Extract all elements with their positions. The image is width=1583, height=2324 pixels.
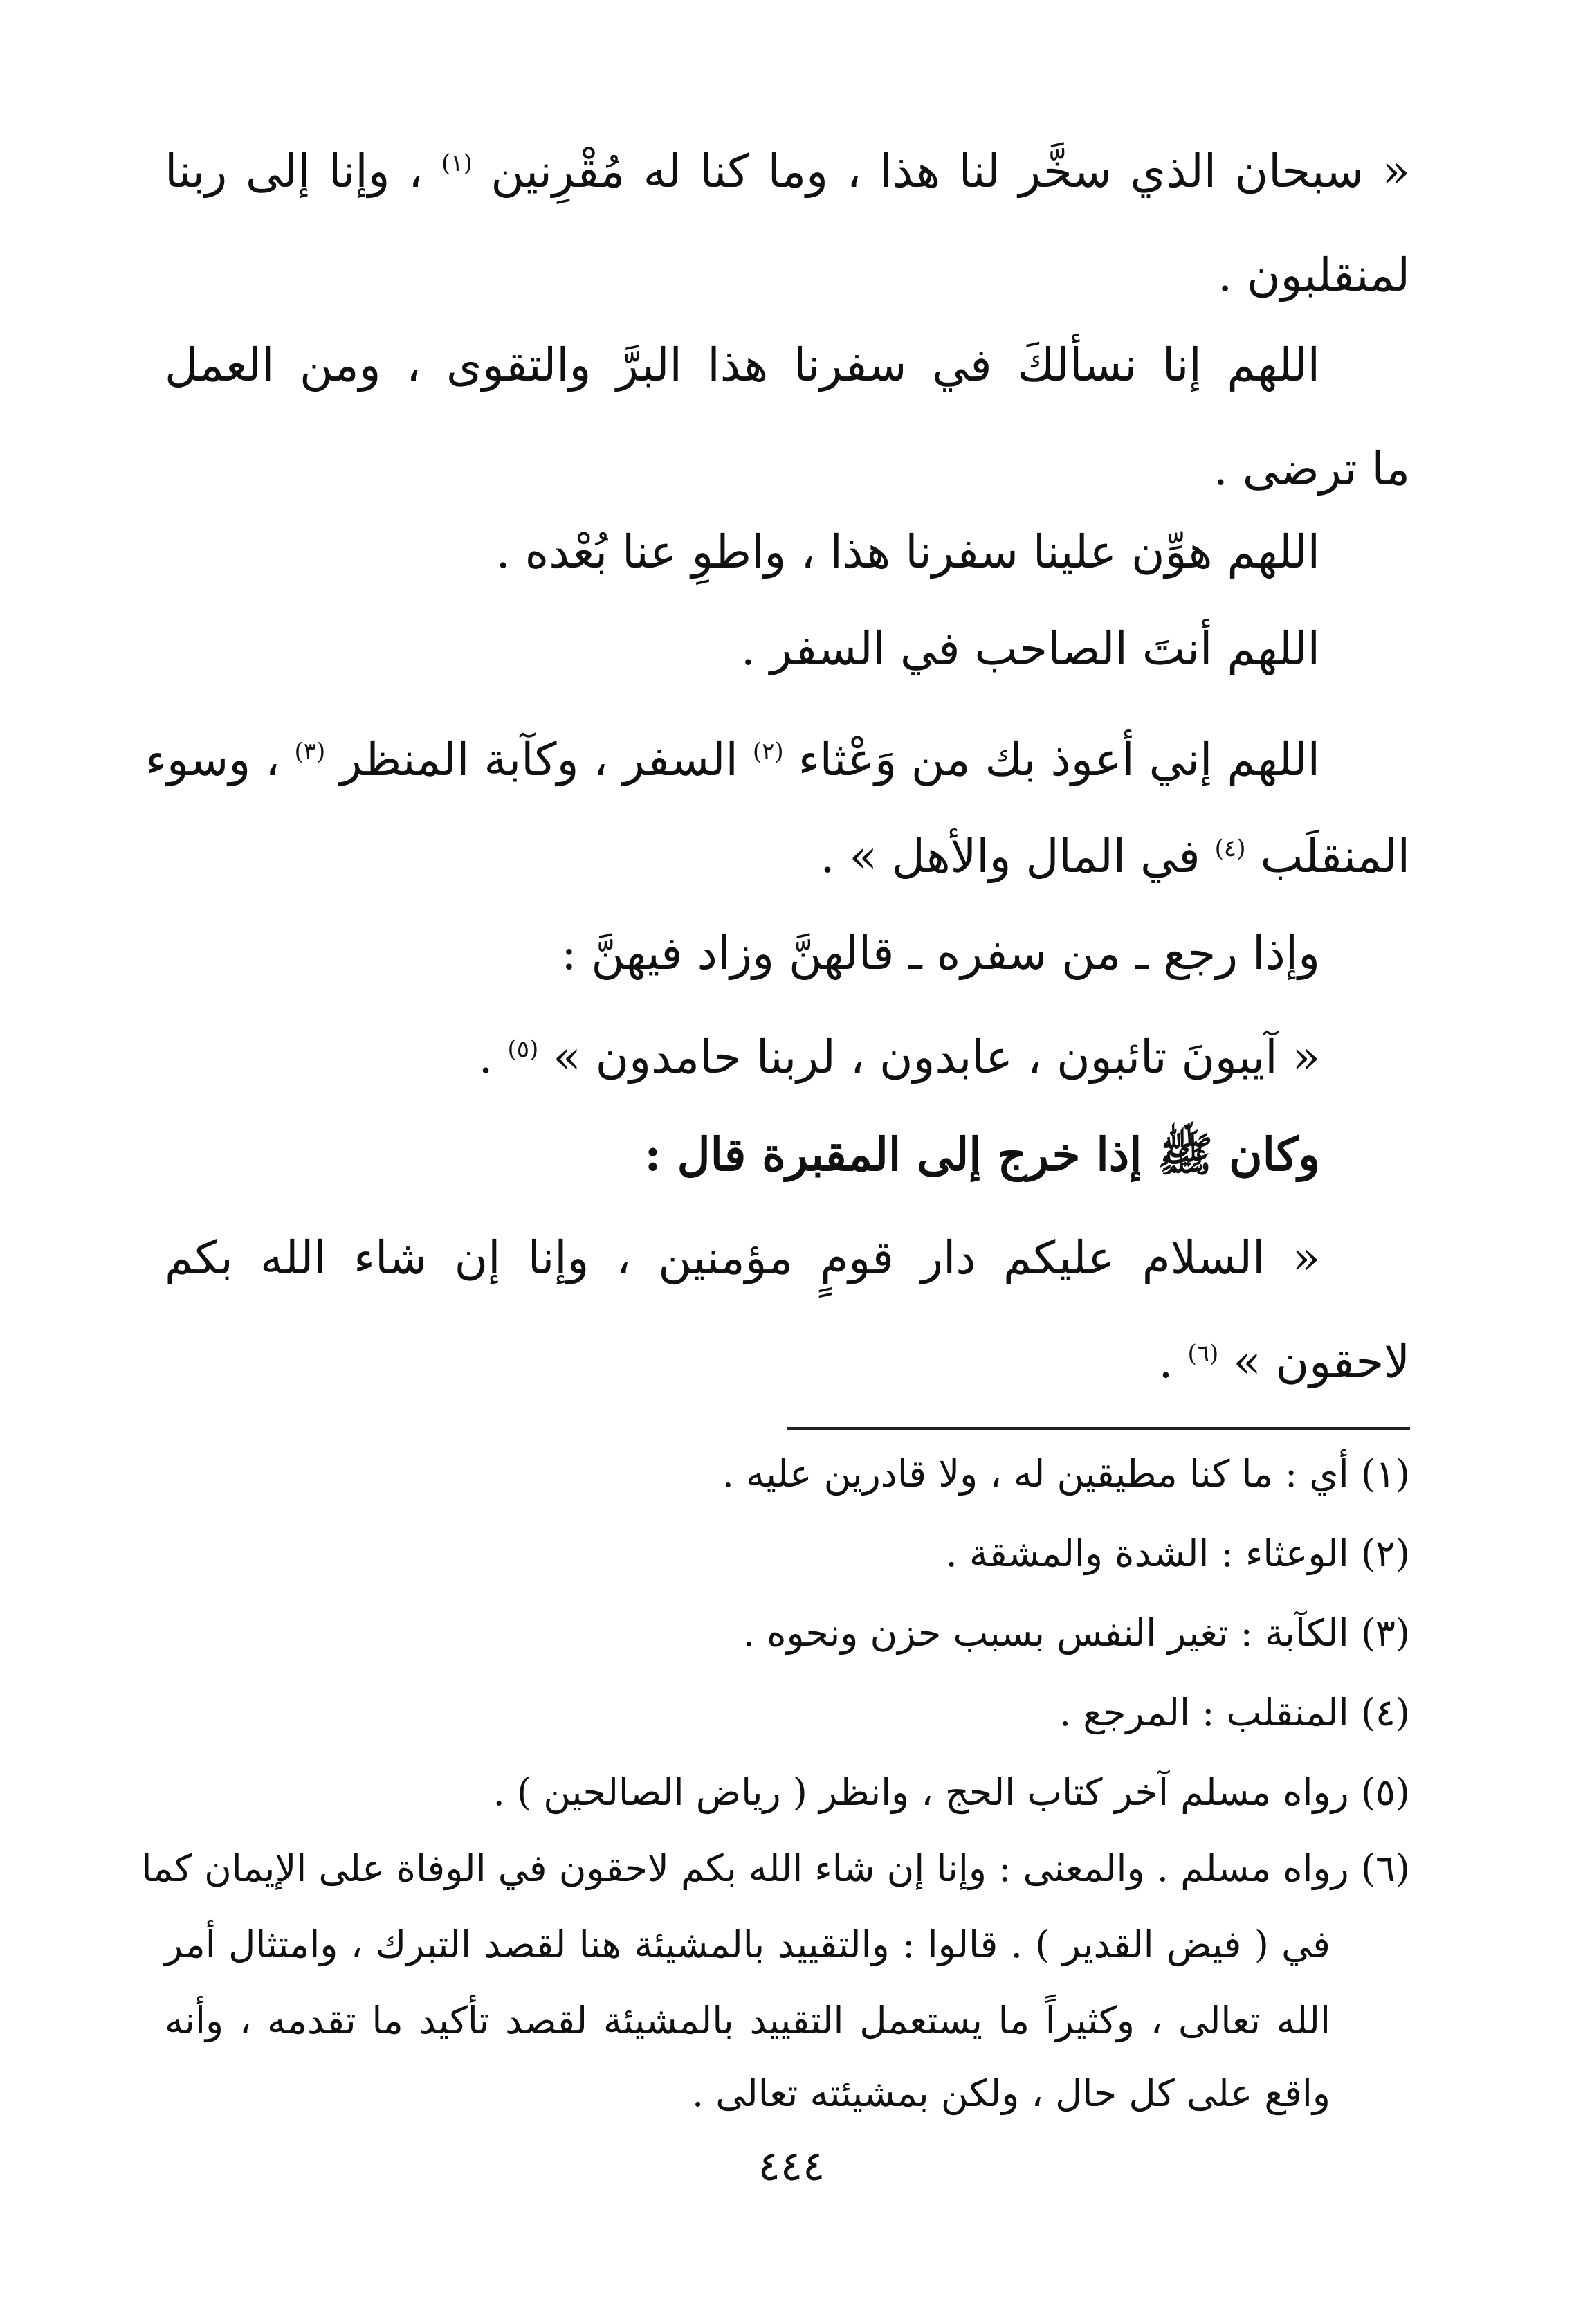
footnote-3: (٣) الكآبة : تغير النفس بسبب حزن ونحوه . bbox=[742, 1611, 1410, 1655]
footnote-marker-4: (٤) bbox=[1214, 835, 1246, 862]
body-line-4: ما ترضى . bbox=[1213, 442, 1410, 496]
text-segment: السفر ، وكآبة المنظر bbox=[340, 733, 738, 786]
footnote-5: (٥) رواه مسلم آخر كتاب الحج ، وانظر ( رياض الصالحين ) . bbox=[493, 1770, 1410, 1814]
footnote-marker-3: (٣) bbox=[294, 738, 326, 765]
footnote-6-line-3: الله تعالى ، وكثيراً ما يستعمل التقييد بالمشيئة لقصد تأكيد ما تقدمه ، وأنه bbox=[165, 1999, 1330, 2042]
footnote-4: (٤) المنقلب : المرجع . bbox=[1059, 1691, 1410, 1734]
body-line-12 bbox=[165, 1217, 1320, 1300]
text-segment: ، وسوء bbox=[145, 733, 280, 786]
text-segment: اللهم إني أعوذ بك من وَعْثاء bbox=[798, 733, 1320, 786]
body-line-7 bbox=[145, 718, 1320, 801]
footnote-6-line-1: (٦) رواه مسلم . والمعنى : وإنا إن شاء الله بكم لاحقون في الوفاة على الإيمان كما bbox=[141, 1846, 1410, 1890]
section-heading: وكان ﷺ إذا خرج إلى المقبرة قال : bbox=[644, 1127, 1320, 1181]
footnote-6-line-2: في ( فيض القدير ) . قالوا : والتقييد بالمشيئة هنا لقصد التبرك ، وامتثال أمر bbox=[165, 1923, 1330, 1966]
text-segment: ، وإنا إلى ربنا bbox=[165, 145, 423, 198]
footnote-1: (١) أي : ما كنا مطيقين له ، ولا قادرين عليه . bbox=[722, 1452, 1410, 1496]
body-line-2: لمنقلبون . bbox=[1218, 248, 1410, 302]
text-segment: في المال والأهل » . bbox=[820, 830, 1200, 883]
body-line-10 bbox=[75, 1016, 1320, 1099]
footnote-separator bbox=[787, 1427, 1410, 1430]
text-segment: « سبحان الذي سخَّر لنا هذا ، وما كنا له مُقْرِنين bbox=[491, 145, 1411, 198]
text-segment: المنقلَب bbox=[1260, 830, 1410, 883]
page-number: ٤٤٤ bbox=[758, 2142, 825, 2190]
body-line-8 bbox=[165, 815, 1410, 898]
footnote-6-line-4: واقع على كل حال ، ولكن بمشيئته تعالى . bbox=[691, 2071, 1330, 2115]
body-line-5: اللهم هوِّن علينا سفرنا هذا ، واطوِ عنا بُعْده . bbox=[495, 525, 1320, 579]
body-line-13 bbox=[165, 1320, 1410, 1404]
text-segment: . bbox=[478, 1031, 493, 1084]
footnote-2: (٢) الوعثاء : الشدة والمشقة . bbox=[945, 1532, 1410, 1575]
footnote-marker-2: (٢) bbox=[752, 738, 784, 765]
text-segment: . bbox=[1158, 1335, 1173, 1388]
body-line-3 bbox=[165, 324, 1320, 407]
text-segment: « السلام عليكم دار قومٍ مؤمنين ، وإنا إن شاء الله بكم bbox=[165, 1231, 1320, 1284]
body-line-6: اللهم أنتَ الصاحب في السفر . bbox=[740, 622, 1320, 675]
text-segment: « آيبونَ تائبون ، عابدون ، لربنا حامدون » bbox=[553, 1031, 1320, 1084]
footnote-marker-1: (١) bbox=[441, 149, 473, 177]
text-segment: لاحقون » bbox=[1233, 1335, 1410, 1388]
text-segment: اللهم إنا نسألكَ في سفرنا هذا البرَّ والتقوى ، ومن العمل bbox=[165, 338, 1320, 392]
footnote-marker-5: (٥) bbox=[507, 1035, 539, 1063]
body-line-1 bbox=[165, 130, 1410, 213]
footnote-marker-6: (٦) bbox=[1187, 1340, 1219, 1368]
body-line-9: وإذا رجع ـ من سفره ـ قالهنَّ وزاد فيهنَّ : bbox=[561, 927, 1320, 980]
